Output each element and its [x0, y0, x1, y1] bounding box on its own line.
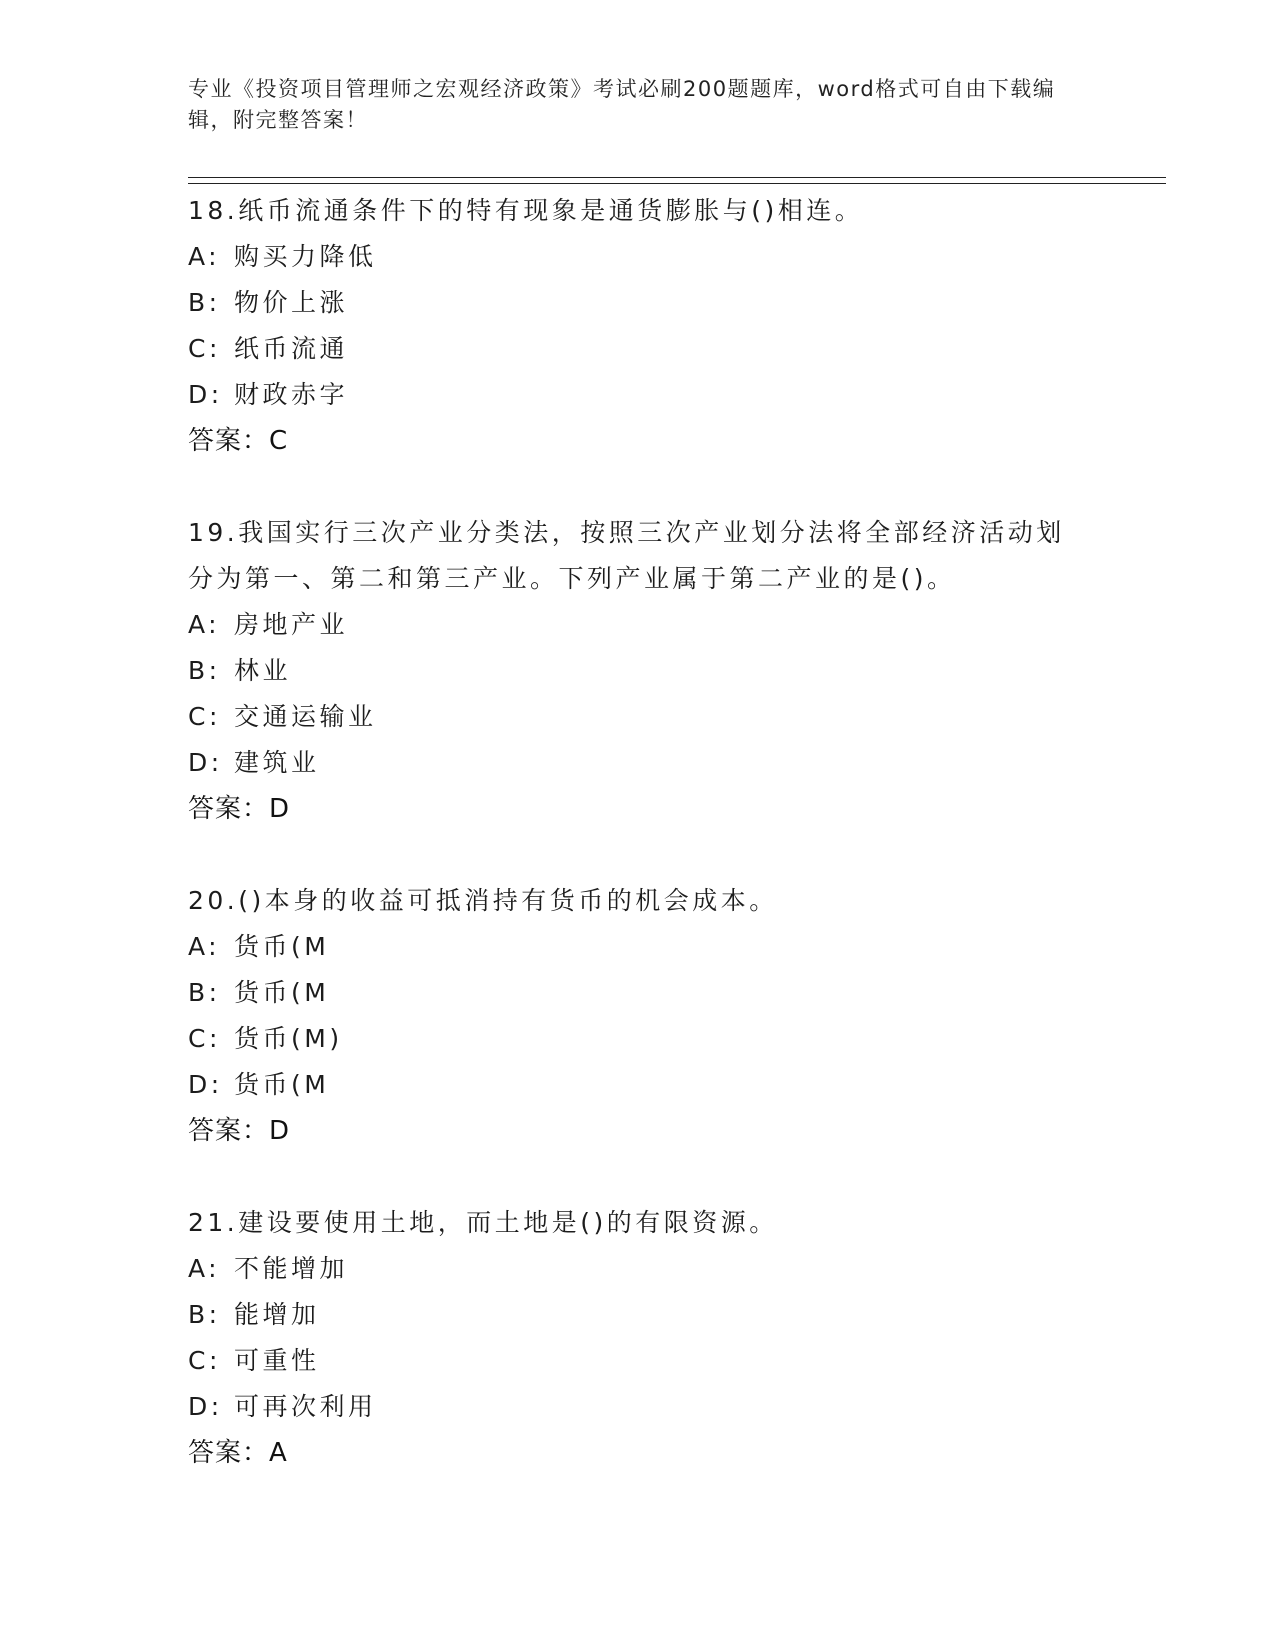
option-b [188, 1292, 1088, 1338]
option-c [188, 694, 1088, 740]
option-a [188, 602, 1088, 648]
question-19 [188, 510, 1088, 832]
option-text: 建筑业 [234, 748, 320, 777]
option-letter: C: [188, 1024, 221, 1053]
header-rule-top [188, 177, 1166, 178]
option-a [188, 234, 1088, 280]
option-letter: B: [188, 288, 221, 317]
option-text: 交通运输业 [234, 702, 377, 731]
option-a [188, 1246, 1088, 1292]
option-text: 房地产业 [234, 610, 349, 639]
option-letter: C: [188, 334, 221, 363]
option-c [188, 1016, 1088, 1062]
option-letter: C: [188, 702, 221, 731]
option-letter: D: [188, 1070, 223, 1099]
option-a [188, 924, 1088, 970]
option-text: 货币(M) [234, 1024, 343, 1053]
option-letter: C: [188, 1346, 221, 1375]
option-d [188, 1384, 1088, 1430]
question-20 [188, 878, 1088, 1154]
option-text: 物价上涨 [234, 288, 349, 317]
answer-line: 答案：D [188, 794, 291, 824]
option-letter: B: [188, 1300, 221, 1329]
question-21 [188, 1200, 1088, 1476]
option-text: 林业 [234, 656, 292, 685]
option-text: 货币(M [234, 1070, 330, 1099]
option-letter: A: [188, 610, 221, 639]
option-text: 可重性 [234, 1346, 320, 1375]
option-c [188, 326, 1088, 372]
option-text: 购买力降低 [234, 242, 377, 271]
option-letter: D: [188, 748, 223, 777]
option-d [188, 1062, 1088, 1108]
option-letter: A: [188, 242, 221, 271]
question-stem: 20.()本身的收益可抵消持有货币的机会成本。 [188, 886, 778, 915]
option-c [188, 1338, 1088, 1384]
option-text: 可再次利用 [234, 1392, 377, 1421]
option-text: 财政赤字 [234, 380, 349, 409]
option-b [188, 970, 1088, 1016]
option-letter: D: [188, 380, 223, 409]
question-18 [188, 188, 1088, 464]
option-b [188, 280, 1088, 326]
option-letter: A: [188, 1254, 221, 1283]
option-text: 能增加 [234, 1300, 320, 1329]
option-text: 不能增加 [234, 1254, 349, 1283]
header-rule-bottom [188, 183, 1166, 184]
option-b [188, 648, 1088, 694]
document-header: 专业《投资项目管理师之宏观经济政策》考试必刷200题题库，word格式可自由下载编辑，附完整答案！ [188, 77, 1056, 132]
option-letter: A: [188, 932, 221, 961]
option-d [188, 372, 1088, 418]
answer-line: 答案：C [188, 426, 289, 456]
option-letter: D: [188, 1392, 223, 1421]
option-text: 货币(M [234, 932, 330, 961]
option-letter: B: [188, 656, 221, 685]
question-stem: 21.建设要使用土地，而土地是()的有限资源。 [188, 1208, 778, 1237]
answer-line: 答案：D [188, 1116, 291, 1146]
question-stem: 19.我国实行三次产业分类法，按照三次产业划分法将全部经济活动划分为第一、第二和第三产业。下列产业属于第二产业的是()。 [188, 518, 1065, 593]
option-text: 纸币流通 [234, 334, 349, 363]
option-letter: B: [188, 978, 221, 1007]
answer-line: 答案：A [188, 1438, 288, 1468]
question-list [188, 188, 1088, 1522]
question-stem: 18.纸币流通条件下的特有现象是通货膨胀与()相连。 [188, 196, 864, 225]
option-text: 货币(M [234, 978, 330, 1007]
option-d [188, 740, 1088, 786]
